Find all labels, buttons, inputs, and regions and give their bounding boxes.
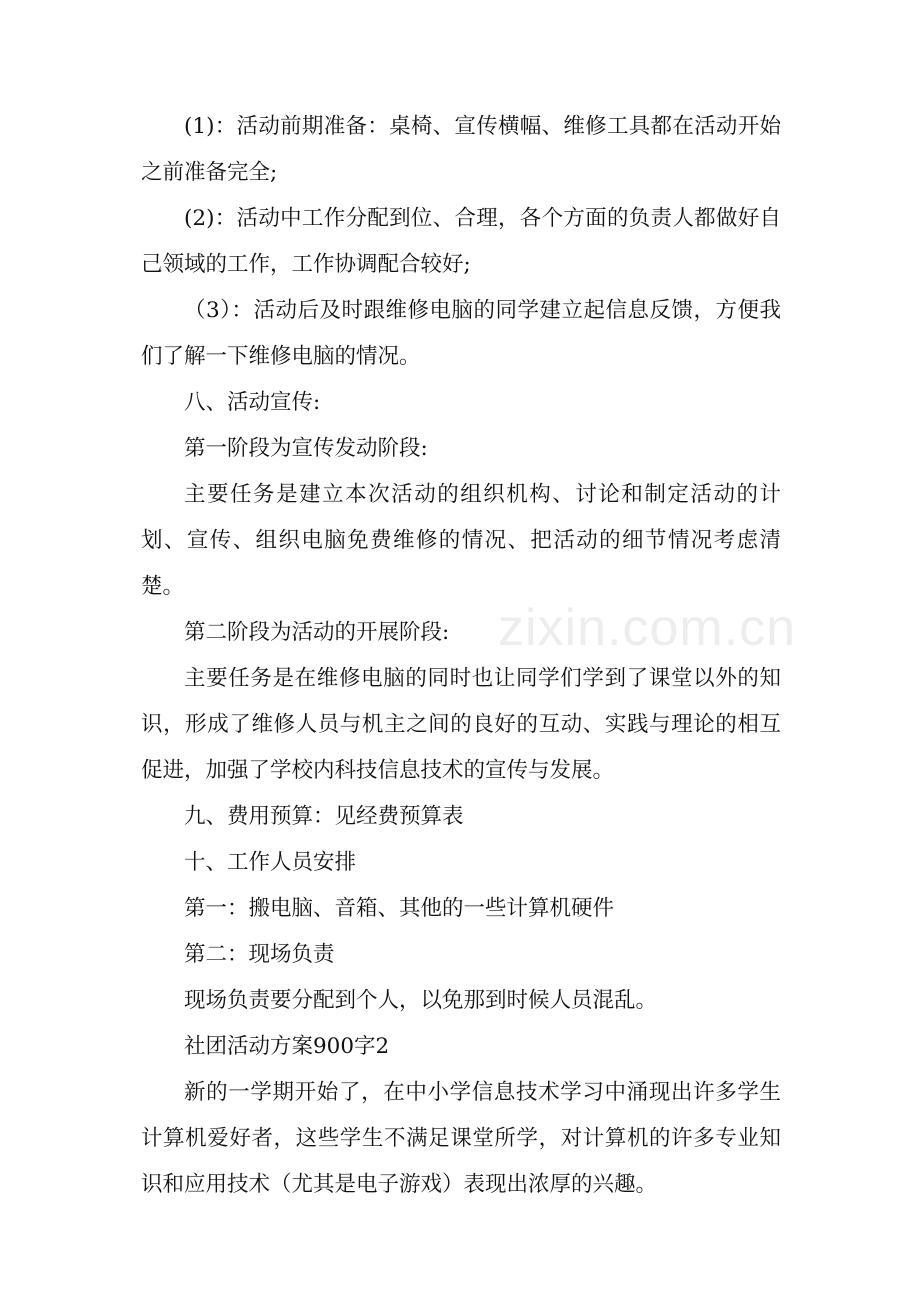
section-heading-publicity: 八、活动宣传: xyxy=(184,390,321,415)
section-heading-staff: 十、工作人员安排 xyxy=(184,850,357,875)
document-subtitle: 社团活动方案900字2 xyxy=(184,1034,390,1059)
staff-item-2: 第二：现场负责 xyxy=(184,942,335,967)
paragraph-prep-2: (2)：活动中工作分配到位、合理，各个方面的负责人都做好自己领域的工作，工作协调配合较好; xyxy=(141,206,781,277)
paragraph-prep-3: （3）：活动后及时跟维修电脑的同学建立起信息反馈，方便我们了解一下维修电脑的情况。 xyxy=(141,298,781,369)
stage-one-body: 主要任务是建立本次活动的组织机构、讨论和制定活动的计划、宣传、组织电脑免费维修的情况、把活动的细节情况考虑清楚。 xyxy=(141,482,781,599)
staff-item-1: 第一：搬电脑、音箱、其他的一些计算机硬件 xyxy=(184,896,615,921)
section-heading-budget: 九、费用预算：见经费预算表 xyxy=(184,804,464,829)
stage-two-heading: 第二阶段为活动的开展阶段: xyxy=(184,620,450,645)
stage-two-body: 主要任务是在维修电脑的同时也让同学们学到了课堂以外的知识，形成了维修人员与机主之间的良好的互动、实践与理论的相互促进，加强了学校内科技信息技术的宣传与发展。 xyxy=(141,666,781,783)
staff-note: 现场负责要分配到个人，以免那到时候人员混乱。 xyxy=(184,988,658,1013)
watermark-text: zixin.com.cn xyxy=(498,599,797,657)
stage-one-heading: 第一阶段为宣传发动阶段: xyxy=(184,436,428,461)
intro-paragraph: 新的一学期开始了，在中小学信息技术学习中涌现出许多学生计算机爱好者，这些学生不满足课堂所学，对计算机的许多专业知识和应用技术（尤其是电子游戏）表现出浓厚的兴趣。 xyxy=(141,1080,781,1197)
paragraph-prep-1: (1)：活动前期准备：桌椅、宣传横幅、维修工具都在活动开始之前准备完全; xyxy=(141,114,781,185)
